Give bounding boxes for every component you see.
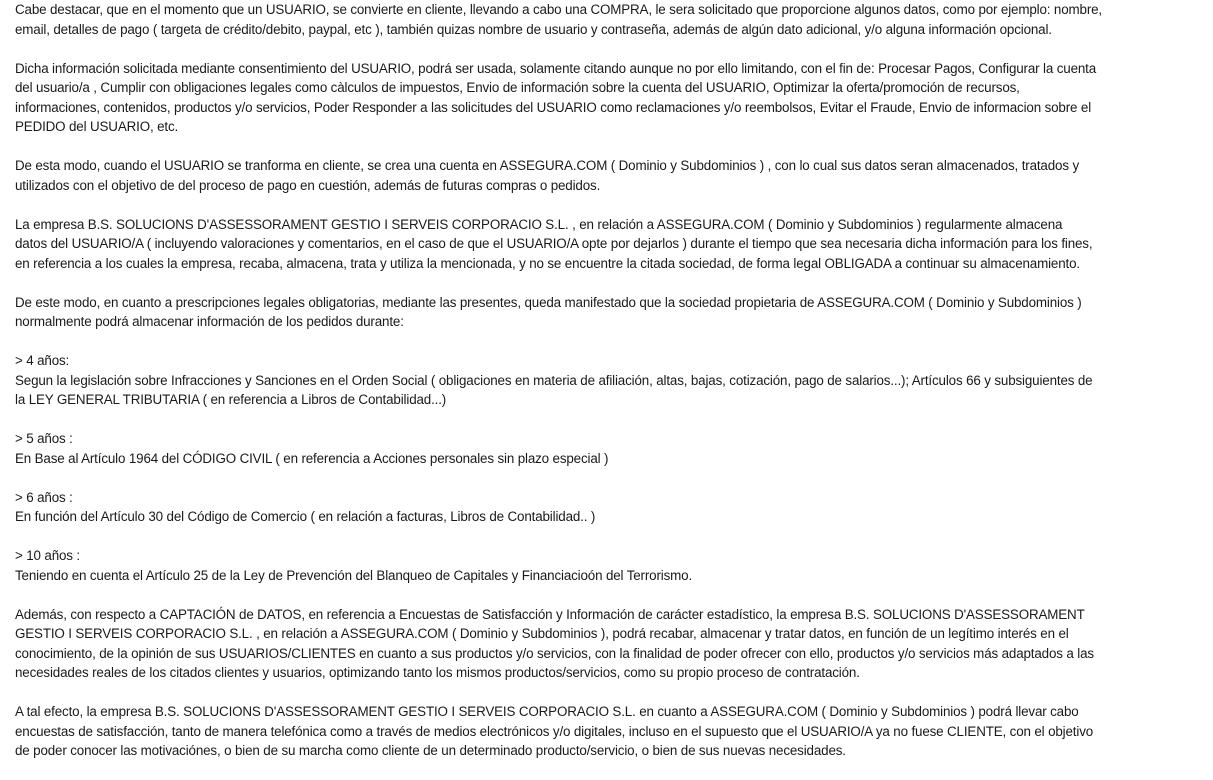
paragraph-satisfaction-surveys xyxy=(15,702,1210,761)
text-line: encuestas de satisfacción, tanto de manera telefónica como a través de medios electrónicos y/o digitales, incluso en el supuesto que el USUARIO/A ya no fuese CLIENTE, con el objetivo xyxy=(15,723,1094,739)
paragraph-account-creation xyxy=(15,156,1210,195)
text-line: En función del Artículo 30 del Código de Comercio ( en relación a facturas, Libros de Contabilidad.. ) xyxy=(15,509,596,524)
text-line: del usuario/a , Cumplir con obligaciones legales como càlculos de impuestos, Envio de información sobre la cuenta del USUARIO, Optimizar la oferta/promoción de recursos, xyxy=(15,80,1020,95)
text-line: en referencia a los cuales la empresa, recaba, almacena, trata y utiliza la mencionada, y no se encuentre la citada sociedad, de forma legal OBLIGADA a continuar su almacenamiento. xyxy=(15,255,1080,271)
retention-heading: > 6 años : xyxy=(15,489,73,505)
retention-5-years xyxy=(15,429,1210,468)
privacy-policy-document xyxy=(15,0,1210,780)
text-line: utilizados con el objetivo de del proceso de pago en cuestión, además de futuras compras o pedidos. xyxy=(15,177,601,193)
paragraph-data-capture xyxy=(15,605,1210,683)
text-line: conocimiento, de la opinión de sus USUARIOS/CLIENTES en cuanto a sus productos y/o servicios, con la finalidad de poder ofrecer con ello, productos y/o servicios más adaptados a las xyxy=(15,645,1094,661)
retention-heading: > 4 años: xyxy=(15,353,70,368)
text-line: Segun la legislación sobre Infracciones y Sanciones en el Orden Social ( obligaciones en materia de afiliación, altas, bajas, cotización, pago de salarios...); Artículos 66 y subsiguientes de xyxy=(15,372,1093,388)
text-line: la LEY GENERAL TRIBUTARIA ( en referencia a Libros de Contabilidad...) xyxy=(15,392,447,407)
text-line: Dicha información solicitada mediante consentimiento del USUARIO, podrá ser usada, solamente citando aunque no por ello limitando, con el fin de: Procesar Pagos, Configurar la cuenta xyxy=(15,60,1097,76)
text-line: A tal efecto, la empresa B.S. SOLUCIONS D'ASSESSORAMENT GESTIO I SERVEIS CORPORACIO S.L. en cuanto a ASSEGURA.COM ( Dominio y Subdominios ) podrá llevar cabo xyxy=(15,704,1079,719)
retention-heading: > 5 años : xyxy=(15,431,73,446)
text-line: En Base al Artículo 1964 del CÓDIGO CIVIL ( en referencia a Acciones personales sin plazo especial ) xyxy=(15,450,609,466)
text-line: Teniendo en cuenta el Artículo 25 de la Ley de Prevención del Blanqueo de Capitales y Financiacioón del Terrorismo. xyxy=(15,567,693,583)
paragraph-data-collection xyxy=(15,0,1210,39)
text-line: de poder conocer las motivaciónes, o bien de su marcha como cliente de un determinado producto/servicio, o bien de sus nuevas necesidades. xyxy=(15,743,846,758)
retention-heading: > 10 años : xyxy=(15,548,80,563)
text-line: normalmente podrá almacenar información de los pedidos durante: xyxy=(15,314,404,329)
text-line: GESTIO I SERVEIS CORPORACIO S.L. , en relación a ASSEGURA.COM ( Dominio y Subdominios ), podrá recabar, almacenar y tratar datos, en función de un legítimo interés en el xyxy=(15,626,1069,641)
retention-4-years xyxy=(15,351,1210,410)
retention-6-years xyxy=(15,488,1210,527)
text-line: necesidades reales de los citados clientes y usuarios, optimizando tanto los mismos productos/servicios, como su propio proceso de contratación. xyxy=(15,665,860,680)
paragraph-data-usage xyxy=(15,59,1210,137)
text-line: De esta modo, cuando el USUARIO se tranforma en cliente, se crea una cuenta en ASSEGURA.COM ( Dominio y Subdominios ) , con lo cual sus datos seran almacenados, tratados y xyxy=(15,158,1079,173)
paragraph-legal-retention xyxy=(15,293,1210,332)
text-line: Además, con respecto a CAPTACIÓN de DATOS, en referencia a Encuestas de Satisfacción y Información de carácter estadístico, la empresa B.S. SOLUCIONS D'ASSESSORAMENT xyxy=(15,606,1085,622)
text-line: Cabe destacar, que en el momento que un USUARIO, se convierte en cliente, llevando a cabo una COMPRA, le sera solicitado que proporcione algunos datos, como por ejemplo: nombre, xyxy=(15,2,1102,17)
text-line: De este modo, en cuanto a prescripciones legales obligatorias, mediante las presentes, queda manifestado que la sociedad propietaria de ASSEGURA.COM ( Dominio y Subdominios ) xyxy=(15,294,1082,310)
paragraph-data-storage xyxy=(15,215,1210,274)
text-line: PEDIDO del USUARIO, etc. xyxy=(15,119,179,134)
text-line: informaciones, contenidos, productos y/o servicios, Poder Responder a las solicitudes del USUARIO como reclamaciones y/o reembolsos, Evitar el Fraude, Envio de informacion sobre el xyxy=(15,99,1092,115)
text-line: datos del USUARIO/A ( incluyendo valoraciones y comentarios, en el caso de que el USUARIO/A opte por dejarlos ) durante el tiempo que sea necesaria dicha información para los fines, xyxy=(15,236,1093,251)
text-line: email, detalles de pago ( targeta de crédito/debito, paypal, etc ), también quizas nombre de usuario y contraseña, además de algún dato adicional, y/o alguna información opcional. xyxy=(15,21,1052,37)
retention-10-years xyxy=(15,546,1210,585)
text-line: La empresa B.S. SOLUCIONS D'ASSESSORAMENT GESTIO I SERVEIS CORPORACIO S.L. , en relación a ASSEGURA.COM ( Dominio y Subdominios ) regularmente almacena xyxy=(15,216,1063,232)
